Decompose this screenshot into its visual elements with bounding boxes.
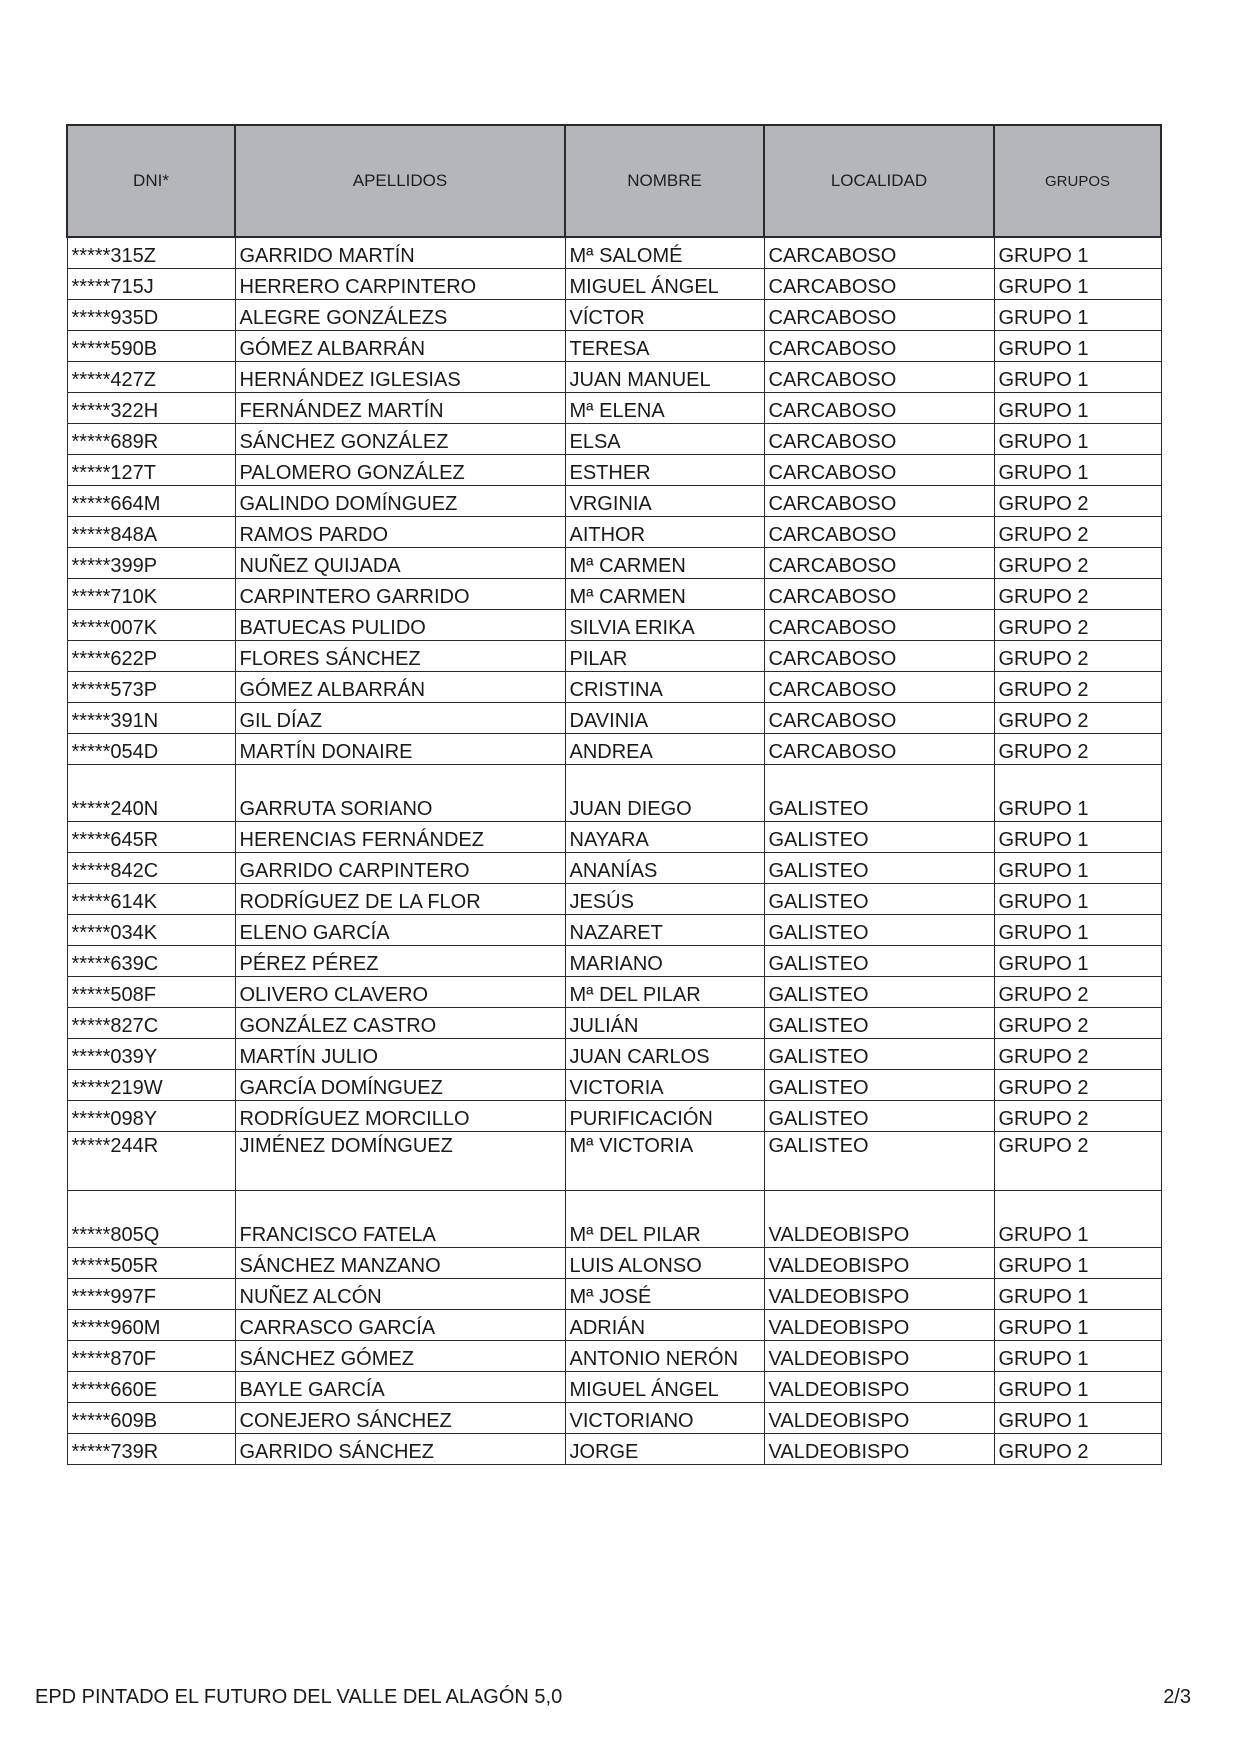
cell-localidad: CARCABOSO — [764, 610, 994, 641]
cell-apellidos: GARCÍA DOMÍNGUEZ — [235, 1070, 565, 1101]
table-row — [67, 517, 1161, 548]
cell-nombre: PURIFICACIÓN — [565, 1101, 764, 1132]
cell-grupo: GRUPO 1 — [994, 269, 1161, 300]
cell-nombre: MARIANO — [565, 946, 764, 977]
cell-nombre: ELSA — [565, 424, 764, 455]
cell-nombre: ANDREA — [565, 734, 764, 765]
table-row — [67, 1248, 1161, 1279]
cell-grupo: GRUPO 1 — [994, 424, 1161, 455]
cell-dni: *****622P — [67, 641, 235, 672]
header-localidad: LOCALIDAD — [764, 125, 994, 237]
cell-apellidos: GÓMEZ ALBARRÁN — [235, 672, 565, 703]
cell-nombre: NAZARET — [565, 915, 764, 946]
cell-apellidos: HERENCIAS FERNÁNDEZ — [235, 822, 565, 853]
footer-title: EPD PINTADO EL FUTURO DEL VALLE DEL ALAGÓN 5,0 — [35, 1686, 563, 1708]
cell-localidad: CARCABOSO — [764, 269, 994, 300]
cell-localidad: VALDEOBISPO — [764, 1434, 994, 1465]
cell-dni: *****034K — [67, 915, 235, 946]
cell-localidad: CARCABOSO — [764, 331, 994, 362]
cell-dni: *****039Y — [67, 1039, 235, 1070]
cell-dni: *****639C — [67, 946, 235, 977]
cell-dni: *****427Z — [67, 362, 235, 393]
cell-localidad: CARCABOSO — [764, 455, 994, 486]
cell-grupo: GRUPO 2 — [994, 1008, 1161, 1039]
table-row — [67, 1070, 1161, 1101]
cell-localidad: CARCABOSO — [764, 703, 994, 734]
cell-localidad: CARCABOSO — [764, 393, 994, 424]
cell-nombre: TERESA — [565, 331, 764, 362]
cell-grupo: GRUPO 2 — [994, 672, 1161, 703]
cell-dni: *****098Y — [67, 1101, 235, 1132]
cell-dni: *****848A — [67, 517, 235, 548]
cell-dni: *****710K — [67, 579, 235, 610]
cell-nombre: MIGUEL ÁNGEL — [565, 269, 764, 300]
table-row — [67, 853, 1161, 884]
cell-localidad: GALISTEO — [764, 946, 994, 977]
cell-localidad: CARCABOSO — [764, 548, 994, 579]
cell-apellidos: PÉREZ PÉREZ — [235, 946, 565, 977]
cell-apellidos: RODRÍGUEZ DE LA FLOR — [235, 884, 565, 915]
cell-grupo: GRUPO 1 — [994, 1191, 1161, 1248]
cell-nombre: JUAN DIEGO — [565, 765, 764, 822]
cell-apellidos: CONEJERO SÁNCHEZ — [235, 1403, 565, 1434]
cell-apellidos: SÁNCHEZ MANZANO — [235, 1248, 565, 1279]
cell-localidad: CARCABOSO — [764, 237, 994, 269]
cell-apellidos: OLIVERO CLAVERO — [235, 977, 565, 1008]
cell-grupo: GRUPO 2 — [994, 641, 1161, 672]
cell-dni: *****219W — [67, 1070, 235, 1101]
table-row — [67, 734, 1161, 765]
cell-nombre: VÍCTOR — [565, 300, 764, 331]
cell-grupo: GRUPO 1 — [994, 455, 1161, 486]
cell-localidad: GALISTEO — [764, 853, 994, 884]
table-row — [67, 1008, 1161, 1039]
cell-localidad: CARCABOSO — [764, 579, 994, 610]
table-row — [67, 672, 1161, 703]
cell-grupo: GRUPO 2 — [994, 610, 1161, 641]
cell-nombre: JUAN MANUEL — [565, 362, 764, 393]
table-row — [67, 641, 1161, 672]
cell-apellidos: FLORES SÁNCHEZ — [235, 641, 565, 672]
cell-apellidos: GARRUTA SORIANO — [235, 765, 565, 822]
cell-dni: *****614K — [67, 884, 235, 915]
cell-apellidos: MARTÍN DONAIRE — [235, 734, 565, 765]
cell-grupo: GRUPO 1 — [994, 1403, 1161, 1434]
cell-apellidos: HERNÁNDEZ IGLESIAS — [235, 362, 565, 393]
cell-dni: *****664M — [67, 486, 235, 517]
cell-localidad: CARCABOSO — [764, 362, 994, 393]
cell-grupo: GRUPO 2 — [994, 1070, 1161, 1101]
table-row — [67, 579, 1161, 610]
cell-localidad: GALISTEO — [764, 1101, 994, 1132]
cell-nombre: Mª JOSÉ — [565, 1279, 764, 1310]
cell-dni: *****244R — [67, 1132, 235, 1191]
cell-apellidos: GARRIDO SÁNCHEZ — [235, 1434, 565, 1465]
cell-grupo: GRUPO 1 — [994, 915, 1161, 946]
table-row — [67, 1403, 1161, 1434]
cell-localidad: GALISTEO — [764, 765, 994, 822]
cell-nombre: Mª DEL PILAR — [565, 1191, 764, 1248]
cell-dni: *****505R — [67, 1248, 235, 1279]
cell-nombre: JESÚS — [565, 884, 764, 915]
cell-nombre: SILVIA ERIKA — [565, 610, 764, 641]
table-row — [67, 1372, 1161, 1403]
table-row — [67, 300, 1161, 331]
cell-grupo: GRUPO 2 — [994, 548, 1161, 579]
table-row — [67, 269, 1161, 300]
cell-grupo: GRUPO 1 — [994, 1279, 1161, 1310]
cell-localidad: CARCABOSO — [764, 517, 994, 548]
cell-apellidos: GÓMEZ ALBARRÁN — [235, 331, 565, 362]
cell-nombre: ESTHER — [565, 455, 764, 486]
cell-apellidos: FRANCISCO FATELA — [235, 1191, 565, 1248]
cell-localidad: GALISTEO — [764, 1039, 994, 1070]
cell-apellidos: SÁNCHEZ GÓMEZ — [235, 1341, 565, 1372]
cell-grupo: GRUPO 2 — [994, 734, 1161, 765]
cell-nombre: JUAN CARLOS — [565, 1039, 764, 1070]
cell-dni: *****805Q — [67, 1191, 235, 1248]
cell-grupo: GRUPO 1 — [994, 822, 1161, 853]
cell-nombre: MIGUEL ÁNGEL — [565, 1372, 764, 1403]
cell-grupo: GRUPO 2 — [994, 579, 1161, 610]
table-row — [67, 1434, 1161, 1465]
cell-nombre: VRGINIA — [565, 486, 764, 517]
cell-grupo: GRUPO 1 — [994, 300, 1161, 331]
table-row — [67, 884, 1161, 915]
cell-grupo: GRUPO 2 — [994, 1039, 1161, 1070]
table-row — [67, 237, 1161, 269]
cell-grupo: GRUPO 1 — [994, 362, 1161, 393]
cell-nombre: ANTONIO NERÓN — [565, 1341, 764, 1372]
cell-apellidos: HERRERO CARPINTERO — [235, 269, 565, 300]
cell-localidad: VALDEOBISPO — [764, 1372, 994, 1403]
cell-grupo: GRUPO 2 — [994, 977, 1161, 1008]
cell-grupo: GRUPO 2 — [994, 517, 1161, 548]
cell-apellidos: ALEGRE GONZÁLEZS — [235, 300, 565, 331]
cell-nombre: Mª SALOMÉ — [565, 237, 764, 269]
participants-table-container — [66, 124, 1160, 1465]
cell-nombre: PILAR — [565, 641, 764, 672]
cell-dni: *****508F — [67, 977, 235, 1008]
cell-apellidos: CARPINTERO GARRIDO — [235, 579, 565, 610]
cell-dni: *****590B — [67, 331, 235, 362]
header-apellidos: APELLIDOS — [235, 125, 565, 237]
cell-apellidos: NUÑEZ QUIJADA — [235, 548, 565, 579]
table-row — [67, 455, 1161, 486]
cell-nombre: NAYARA — [565, 822, 764, 853]
cell-nombre: CRISTINA — [565, 672, 764, 703]
cell-apellidos: GALINDO DOMÍNGUEZ — [235, 486, 565, 517]
cell-dni: *****127T — [67, 455, 235, 486]
cell-grupo: GRUPO 2 — [994, 1101, 1161, 1132]
cell-localidad: VALDEOBISPO — [764, 1191, 994, 1248]
cell-nombre: ADRIÁN — [565, 1310, 764, 1341]
cell-apellidos: RAMOS PARDO — [235, 517, 565, 548]
cell-localidad: CARCABOSO — [764, 734, 994, 765]
table-body — [67, 237, 1161, 1465]
cell-dni: *****997F — [67, 1279, 235, 1310]
table-header-row — [67, 125, 1161, 237]
cell-dni: *****315Z — [67, 237, 235, 269]
cell-apellidos: MARTÍN JULIO — [235, 1039, 565, 1070]
cell-apellidos: BATUECAS PULIDO — [235, 610, 565, 641]
cell-apellidos: JIMÉNEZ DOMÍNGUEZ — [235, 1132, 565, 1191]
cell-localidad: CARCABOSO — [764, 424, 994, 455]
cell-grupo: GRUPO 1 — [994, 1310, 1161, 1341]
cell-dni: *****827C — [67, 1008, 235, 1039]
cell-localidad: CARCABOSO — [764, 486, 994, 517]
page-number: 2/3 — [1163, 1686, 1191, 1708]
table-row — [67, 1279, 1161, 1310]
cell-apellidos: RODRÍGUEZ MORCILLO — [235, 1101, 565, 1132]
participants-table — [66, 124, 1162, 1465]
cell-nombre: Mª CARMEN — [565, 579, 764, 610]
cell-localidad: GALISTEO — [764, 1008, 994, 1039]
cell-grupo: GRUPO 1 — [994, 1248, 1161, 1279]
cell-grupo: GRUPO 1 — [994, 884, 1161, 915]
cell-dni: *****842C — [67, 853, 235, 884]
cell-localidad: GALISTEO — [764, 1132, 994, 1191]
cell-nombre: JULIÁN — [565, 1008, 764, 1039]
table-row — [67, 977, 1161, 1008]
table-row — [67, 822, 1161, 853]
cell-grupo: GRUPO 1 — [994, 765, 1161, 822]
cell-apellidos: GONZÁLEZ CASTRO — [235, 1008, 565, 1039]
cell-nombre: LUIS ALONSO — [565, 1248, 764, 1279]
cell-grupo: GRUPO 2 — [994, 486, 1161, 517]
cell-localidad: CARCABOSO — [764, 672, 994, 703]
table-row — [67, 331, 1161, 362]
cell-localidad: VALDEOBISPO — [764, 1279, 994, 1310]
header-nombre: NOMBRE — [565, 125, 764, 237]
cell-dni: *****715J — [67, 269, 235, 300]
cell-dni: *****960M — [67, 1310, 235, 1341]
cell-nombre: Mª ELENA — [565, 393, 764, 424]
table-row — [67, 1132, 1161, 1191]
cell-localidad: CARCABOSO — [764, 641, 994, 672]
cell-grupo: GRUPO 2 — [994, 1132, 1161, 1191]
cell-dni: *****391N — [67, 703, 235, 734]
cell-nombre: ANANÍAS — [565, 853, 764, 884]
cell-nombre: JORGE — [565, 1434, 764, 1465]
header-grupos: GRUPOS — [994, 125, 1161, 237]
cell-dni: *****573P — [67, 672, 235, 703]
cell-apellidos: ELENO GARCÍA — [235, 915, 565, 946]
table-row — [67, 1310, 1161, 1341]
cell-dni: *****322H — [67, 393, 235, 424]
table-row — [67, 486, 1161, 517]
cell-localidad: GALISTEO — [764, 977, 994, 1008]
cell-grupo: GRUPO 1 — [994, 1372, 1161, 1403]
cell-localidad: VALDEOBISPO — [764, 1341, 994, 1372]
table-row — [67, 915, 1161, 946]
table-row — [67, 548, 1161, 579]
cell-localidad: GALISTEO — [764, 1070, 994, 1101]
cell-apellidos: GARRIDO MARTÍN — [235, 237, 565, 269]
cell-nombre: AITHOR — [565, 517, 764, 548]
table-row — [67, 424, 1161, 455]
cell-dni: *****609B — [67, 1403, 235, 1434]
cell-dni: *****240N — [67, 765, 235, 822]
cell-grupo: GRUPO 1 — [994, 1341, 1161, 1372]
cell-dni: *****007K — [67, 610, 235, 641]
cell-nombre: Mª DEL PILAR — [565, 977, 764, 1008]
cell-grupo: GRUPO 1 — [994, 237, 1161, 269]
cell-dni: *****739R — [67, 1434, 235, 1465]
table-row — [67, 362, 1161, 393]
cell-apellidos: GIL DÍAZ — [235, 703, 565, 734]
cell-dni: *****660E — [67, 1372, 235, 1403]
cell-dni: *****054D — [67, 734, 235, 765]
cell-nombre: DAVINIA — [565, 703, 764, 734]
cell-grupo: GRUPO 1 — [994, 393, 1161, 424]
table-row — [67, 1039, 1161, 1070]
cell-dni: *****399P — [67, 548, 235, 579]
cell-apellidos: SÁNCHEZ GONZÁLEZ — [235, 424, 565, 455]
table-row — [67, 946, 1161, 977]
cell-apellidos: NUÑEZ ALCÓN — [235, 1279, 565, 1310]
table-row — [67, 1191, 1161, 1248]
table-row — [67, 765, 1161, 822]
table-row — [67, 1101, 1161, 1132]
cell-apellidos: FERNÁNDEZ MARTÍN — [235, 393, 565, 424]
table-row — [67, 703, 1161, 734]
cell-localidad: GALISTEO — [764, 822, 994, 853]
table-row — [67, 1341, 1161, 1372]
cell-nombre: VICTORIA — [565, 1070, 764, 1101]
cell-nombre: VICTORIANO — [565, 1403, 764, 1434]
header-dni: DNI* — [67, 125, 235, 237]
cell-grupo: GRUPO 1 — [994, 331, 1161, 362]
cell-apellidos: PALOMERO GONZÁLEZ — [235, 455, 565, 486]
cell-dni: *****870F — [67, 1341, 235, 1372]
cell-apellidos: CARRASCO GARCÍA — [235, 1310, 565, 1341]
cell-localidad: CARCABOSO — [764, 300, 994, 331]
cell-grupo: GRUPO 2 — [994, 703, 1161, 734]
cell-localidad: GALISTEO — [764, 884, 994, 915]
cell-dni: *****689R — [67, 424, 235, 455]
cell-localidad: GALISTEO — [764, 915, 994, 946]
cell-dni: *****645R — [67, 822, 235, 853]
cell-grupo: GRUPO 1 — [994, 853, 1161, 884]
cell-apellidos: BAYLE GARCÍA — [235, 1372, 565, 1403]
cell-localidad: VALDEOBISPO — [764, 1403, 994, 1434]
table-row — [67, 610, 1161, 641]
cell-localidad: VALDEOBISPO — [764, 1248, 994, 1279]
table-row — [67, 393, 1161, 424]
cell-apellidos: GARRIDO CARPINTERO — [235, 853, 565, 884]
cell-dni: *****935D — [67, 300, 235, 331]
cell-grupo: GRUPO 2 — [994, 1434, 1161, 1465]
cell-nombre: Mª CARMEN — [565, 548, 764, 579]
cell-nombre: Mª VICTORIA — [565, 1132, 764, 1191]
cell-grupo: GRUPO 1 — [994, 946, 1161, 977]
cell-localidad: VALDEOBISPO — [764, 1310, 994, 1341]
